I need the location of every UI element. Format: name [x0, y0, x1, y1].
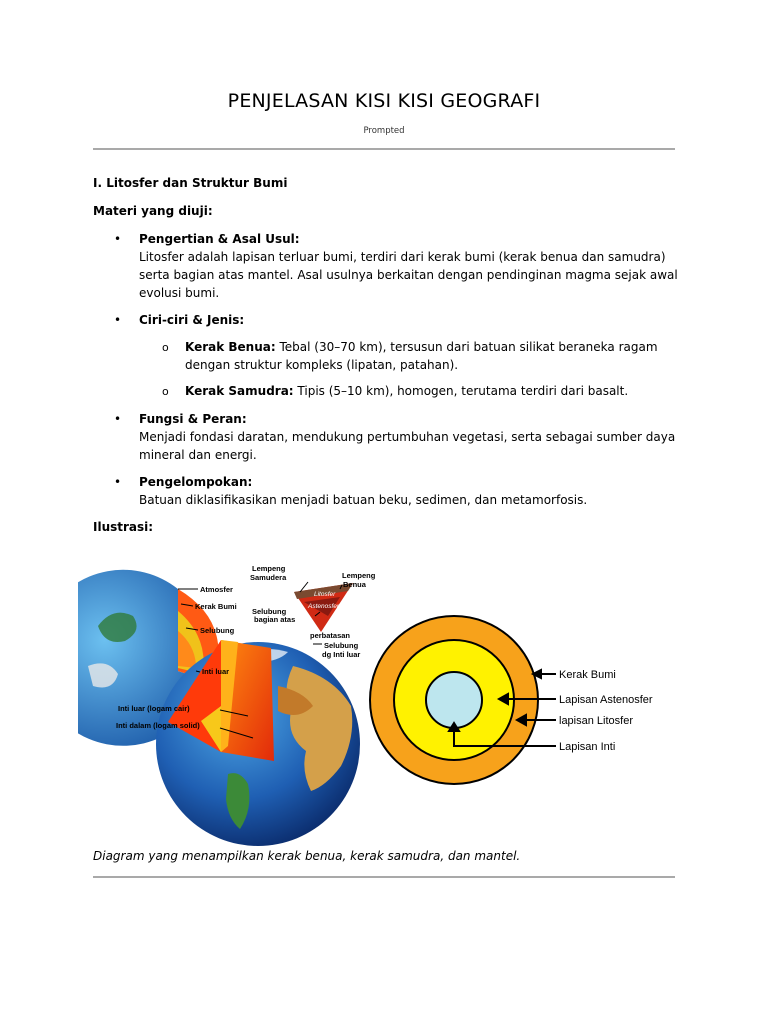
label-lempeng-samudera-1: Lempeng — [252, 564, 286, 573]
label-selubung-atas-1: Selubung — [252, 607, 287, 616]
label-selubung: Selubung — [200, 626, 235, 635]
bullet-icon: • — [114, 313, 122, 327]
list-item — [139, 410, 679, 464]
label-selubung-atas-2: bagian atas — [254, 615, 296, 624]
sub-list-item — [185, 382, 675, 400]
label-kerak-bumi-right: Kerak Bumi — [559, 669, 616, 681]
label-perbatasan-2: Selubung — [324, 641, 359, 650]
label-inti-luar: Inti luar — [202, 667, 230, 676]
label-perbatasan-1: perbatasan — [310, 631, 351, 640]
sub-item-text: Tipis (5–10 km), homogen, terutama terdiri dari basalt. — [293, 384, 629, 398]
list-item-label: Ciri-ciri & Jenis: — [139, 313, 245, 327]
bullet-icon: • — [114, 475, 122, 489]
list-item — [139, 473, 679, 509]
label-kerak-bumi: Kerak Bumi — [195, 602, 237, 611]
list-item-label: Pengertian & Asal Usul: — [139, 232, 300, 246]
sub-list-item — [185, 338, 675, 374]
list-item — [139, 311, 679, 329]
label-lempeng-benua-1: Lempeng — [342, 571, 376, 580]
bottom-divider — [93, 876, 675, 878]
label-inti-right: Lapisan Inti — [559, 741, 616, 753]
bullet-icon: • — [114, 412, 122, 426]
sub-item-label: Kerak Samudra: — [185, 384, 294, 398]
list-item-text: Litosfer adalah lapisan terluar bumi, terdiri dari kerak bumi (kerak benua dan samudra) serta bagian atas mantel. Asal usulnya berkaitan dengan pendinginan magma sejak awal evolusi bumi. — [139, 250, 678, 300]
earth-cutaway-diagram — [78, 556, 388, 850]
section-heading: I. Litosfer dan Struktur Bumi — [93, 176, 288, 190]
document-subtitle: Prompted — [363, 126, 405, 136]
list-item-text: Menjadi fondasi daratan, mendukung pertumbuhan vegetasi, serta sebagai sumber daya mineral dan energi. — [139, 430, 676, 462]
materi-label: Materi yang diuji: — [93, 204, 213, 218]
document-title: PENJELASAN KISI KISI GEOGRAFI — [227, 90, 541, 112]
label-lempeng-samudera-2: Samudera — [250, 573, 287, 582]
label-inti-dalam: Inti dalam (logam solid) — [116, 721, 200, 730]
sub-item-label: Kerak Benua: — [185, 340, 276, 354]
label-lempeng-benua-2: Benua — [343, 580, 366, 589]
illustration-label: Ilustrasi: — [93, 520, 154, 534]
list-item-label: Fungsi & Peran: — [139, 412, 247, 426]
concentric-layers-diagram — [365, 610, 655, 790]
label-astenosfer: Astenosfer — [308, 603, 340, 610]
label-inti-luar-cair: Inti luar (logam cair) — [118, 704, 190, 713]
list-item-label: Pengelompokan: — [139, 475, 253, 489]
sub-bullet-icon: o — [162, 341, 169, 354]
label-litosfer: Litosfer — [314, 591, 336, 598]
label-astenosfer-right: Lapisan Astenosfer — [559, 694, 653, 706]
label-perbatasan-3: dg Inti luar — [322, 650, 361, 659]
sub-item-text: Tebal (30–70 km), tersusun dari batuan silikat beraneka ragam dengan struktur kompleks (lipatan, patahan). — [185, 340, 658, 372]
label-atmosfer: Atmosfer — [200, 585, 233, 594]
list-item-text: Batuan diklasifikasikan menjadi batuan beku, sedimen, dan metamorfosis. — [139, 493, 588, 507]
list-item — [139, 230, 679, 302]
figure-caption: Diagram yang menampilkan kerak benua, kerak samudra, dan mantel. — [93, 849, 521, 863]
label-litosfer-right: lapisan Litosfer — [559, 715, 633, 727]
bullet-icon: • — [114, 232, 122, 246]
top-divider — [93, 148, 675, 150]
sub-bullet-icon: o — [162, 385, 169, 398]
core-circle — [426, 672, 482, 728]
